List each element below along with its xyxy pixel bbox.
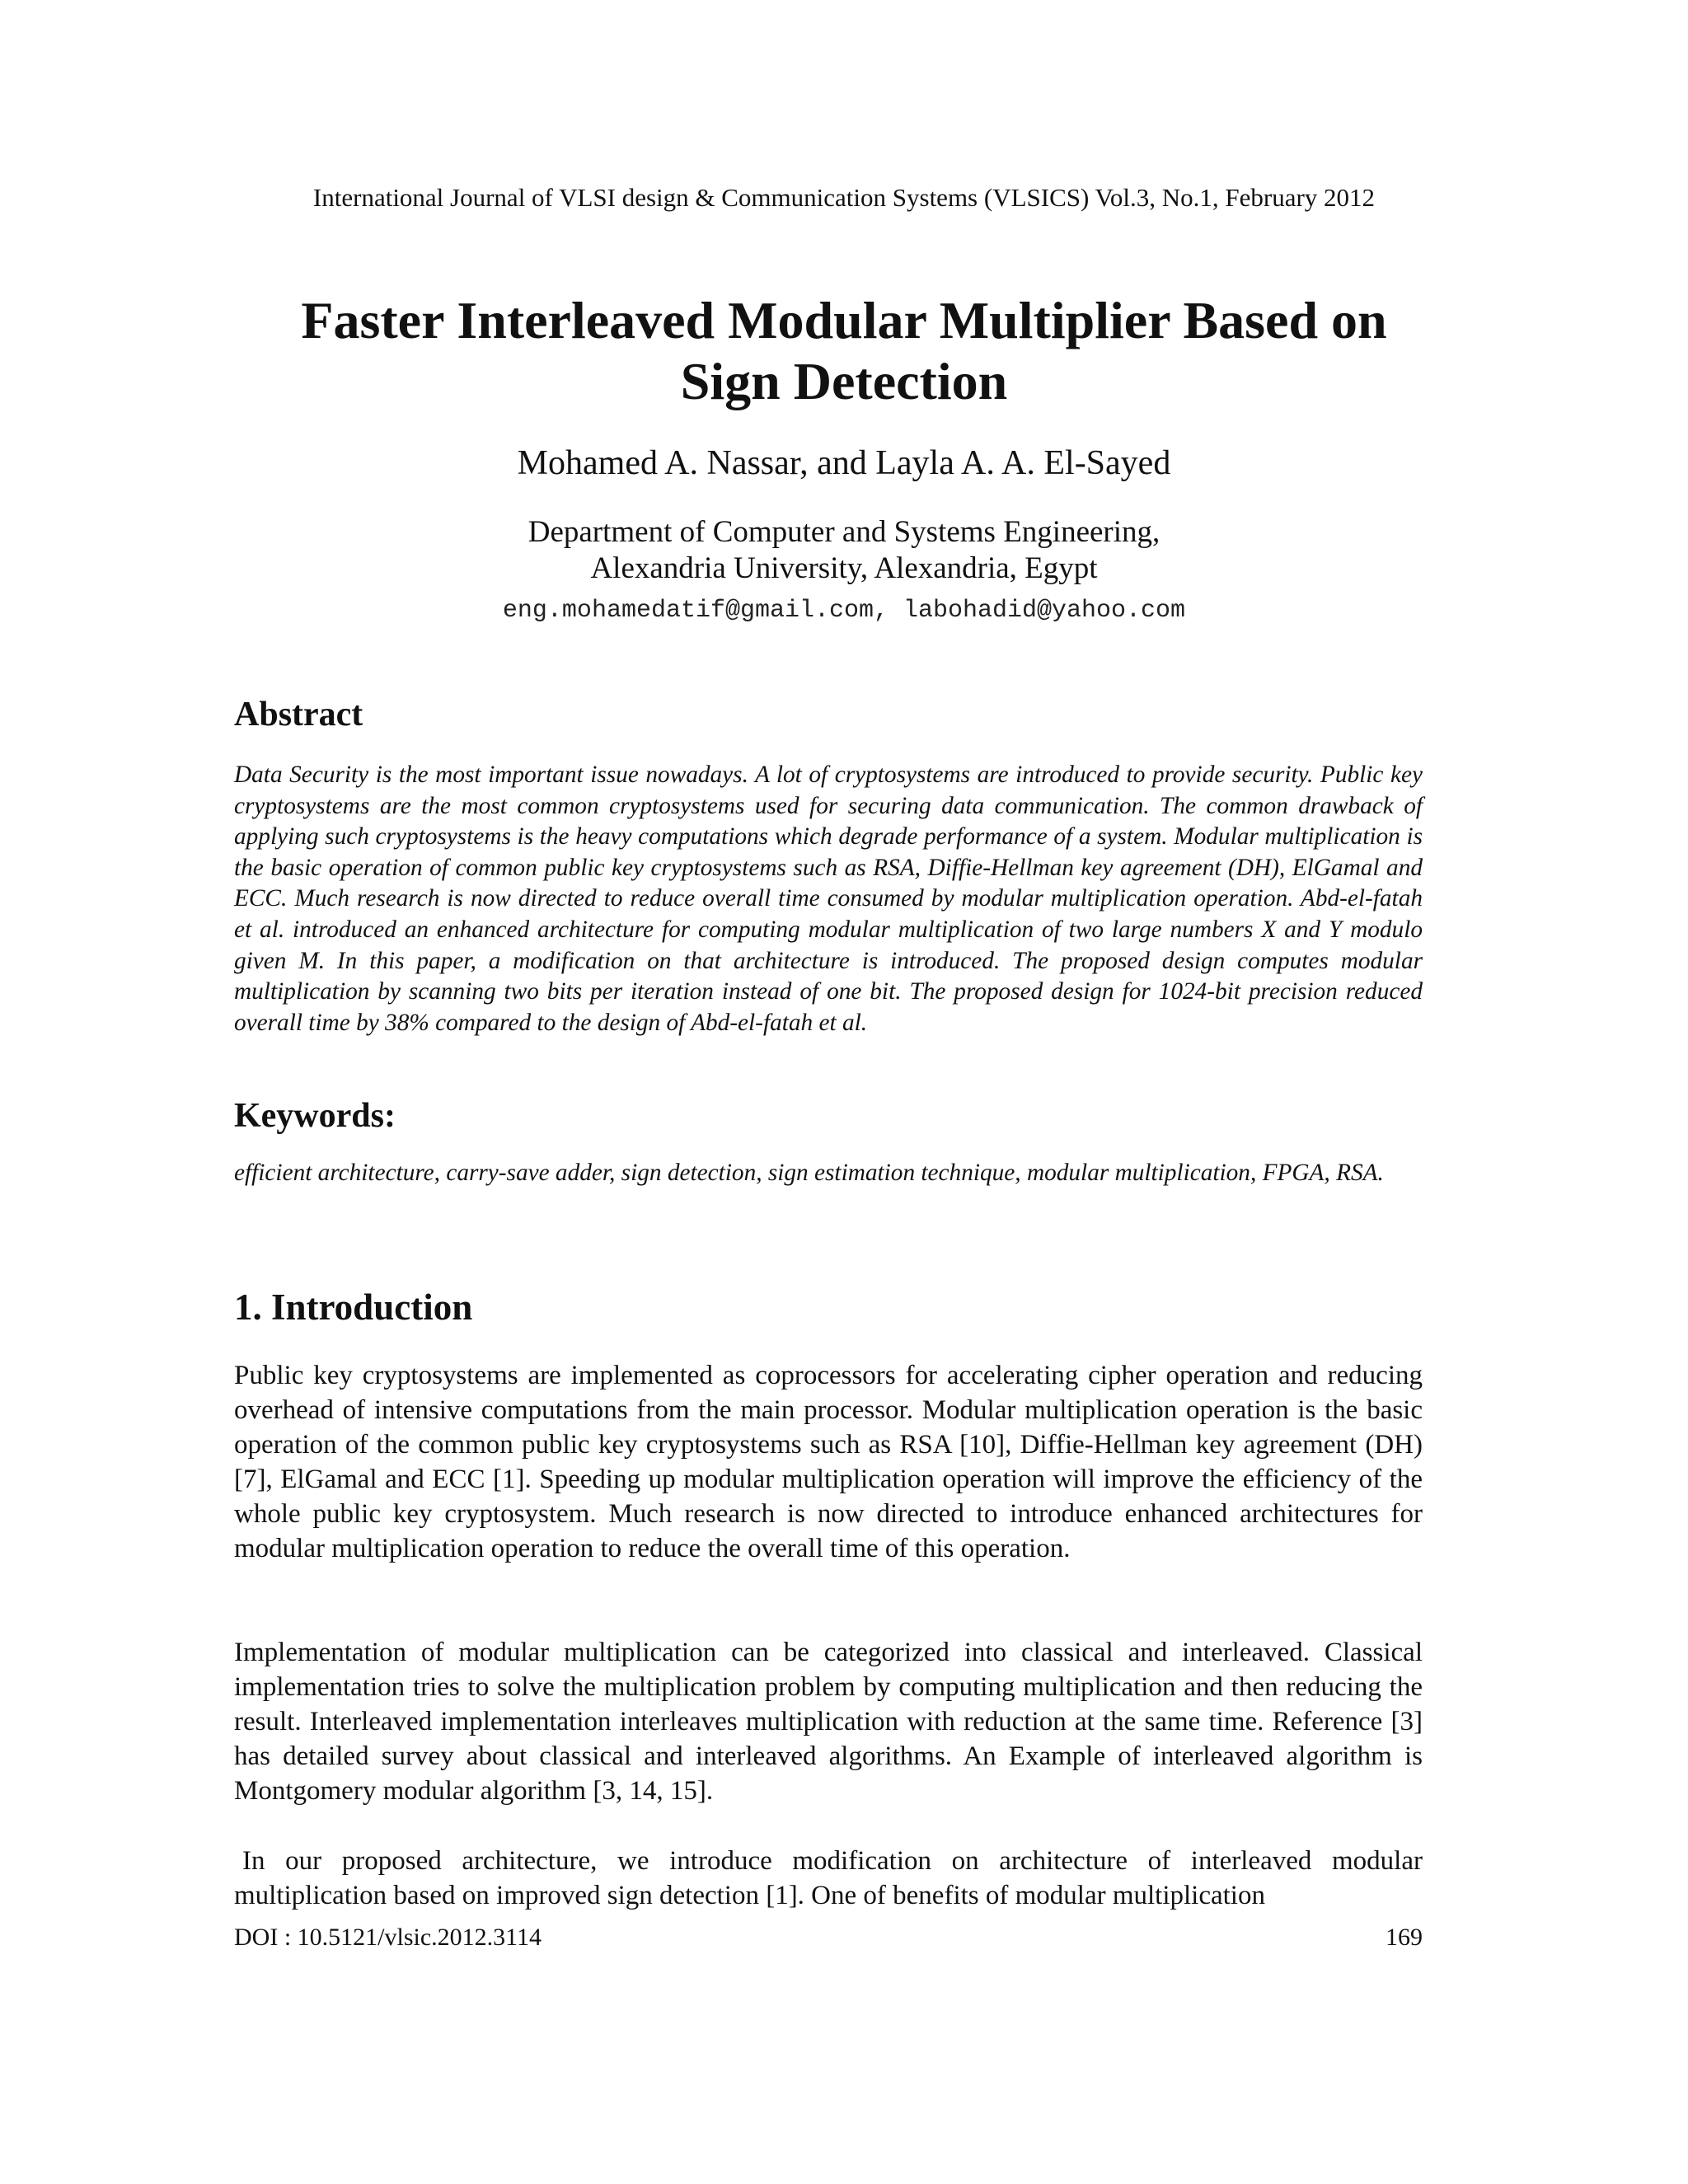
intro-paragraph-3: In our proposed architecture, we introduce modification on architecture of interleaved modular multiplication based on improved sign detection [1]. One of benefits of modular multiplication: [234, 1846, 1423, 1910]
intro-paragraph-2: Implementation of modular multiplication can be categorized into classical and interleaved. Classical implementation tries to solve the multiplication problem by computing multiplication and then reducing the result. Interleaved implementation interleaves multiplication with reduction at the same time. Reference [3] has detailed survey about classical and interleaved algorithms. An Example of interleaved algorithm is Montgomery modular algorithm [3, 14, 15].: [234, 1638, 1423, 1806]
title-line-2: Sign Detection: [680, 352, 1008, 410]
intro-paragraph-1: Public key cryptosystems are implemented as coprocessors for accelerating cipher operation and reducing overhead of intensive computations from the main processor. Modular multiplication operation is the basic operation of the common public key cryptosystems such as RSA [10], Diffie-Hellman key agreement (DH) [7], ElGamal and ECC [1]. Speeding up modular multiplication operation will improve the efficiency of the whole public key cryptosystem. Much research is now directed to introduce enhanced architectures for modular multiplication operation to reduce the overall time of this operation.: [234, 1361, 1423, 1563]
abstract-text: Data Security is the most important issue nowadays. A lot of cryptosystems are introduced to provide security. Public key cryptosystems are the most common cryptosystems used for securing data communication. The common drawback of applying such cryptosystems is the heavy computations which degrade performance of a system. Modular multiplication is the basic operation of common public key cryptosystems such as RSA, Diffie-Hellman key agreement (DH), ElGamal and ECC. Much research is now directed to reduce overall time consumed by modular multiplication operation. Abd-el-fatah et al. introduced an enhanced architecture for computing modular multiplication of two large numbers X and Y modulo given M. In this paper, a modification on that architecture is introduced. The proposed design computes modular multiplication by scanning two bits per iteration instead of one bit. The proposed design for 1024-bit precision reduced overall time by 38% compared to the design of Abd-el-fatah et al.: [234, 762, 1423, 1036]
author-emails: eng.mohamedatif@gmail.com, labohadid@yahoo.com: [502, 597, 1186, 625]
introduction-heading: 1. Introduction: [234, 1286, 473, 1328]
keywords-heading: Keywords:: [234, 1097, 396, 1135]
page-number: 169: [1386, 1924, 1423, 1951]
abstract-heading: Abstract: [234, 696, 363, 733]
keywords-text: efficient architecture, carry-save adder, sign detection, sign estimation technique, modular multiplication, FPGA, RSA.: [234, 1160, 1384, 1186]
journal-header: International Journal of VLSI design & Communication Systems (VLSICS) Vol.3, No.1, February 2012: [312, 183, 1376, 212]
affiliation: [0, 514, 1688, 587]
title-line-1: Faster Interleaved Modular Multiplier Based on: [301, 291, 1387, 349]
authors: Mohamed A. Nassar, and Layla A. A. El-Sayed: [517, 444, 1171, 482]
doi: DOI : 10.5121/vlsic.2012.3114: [234, 1924, 542, 1951]
affiliation-line-2: Alexandria University, Alexandria, Egypt: [590, 551, 1098, 585]
paper-title: [165, 290, 1523, 412]
affiliation-line-1: Department of Computer and Systems Engineering,: [528, 515, 1160, 549]
